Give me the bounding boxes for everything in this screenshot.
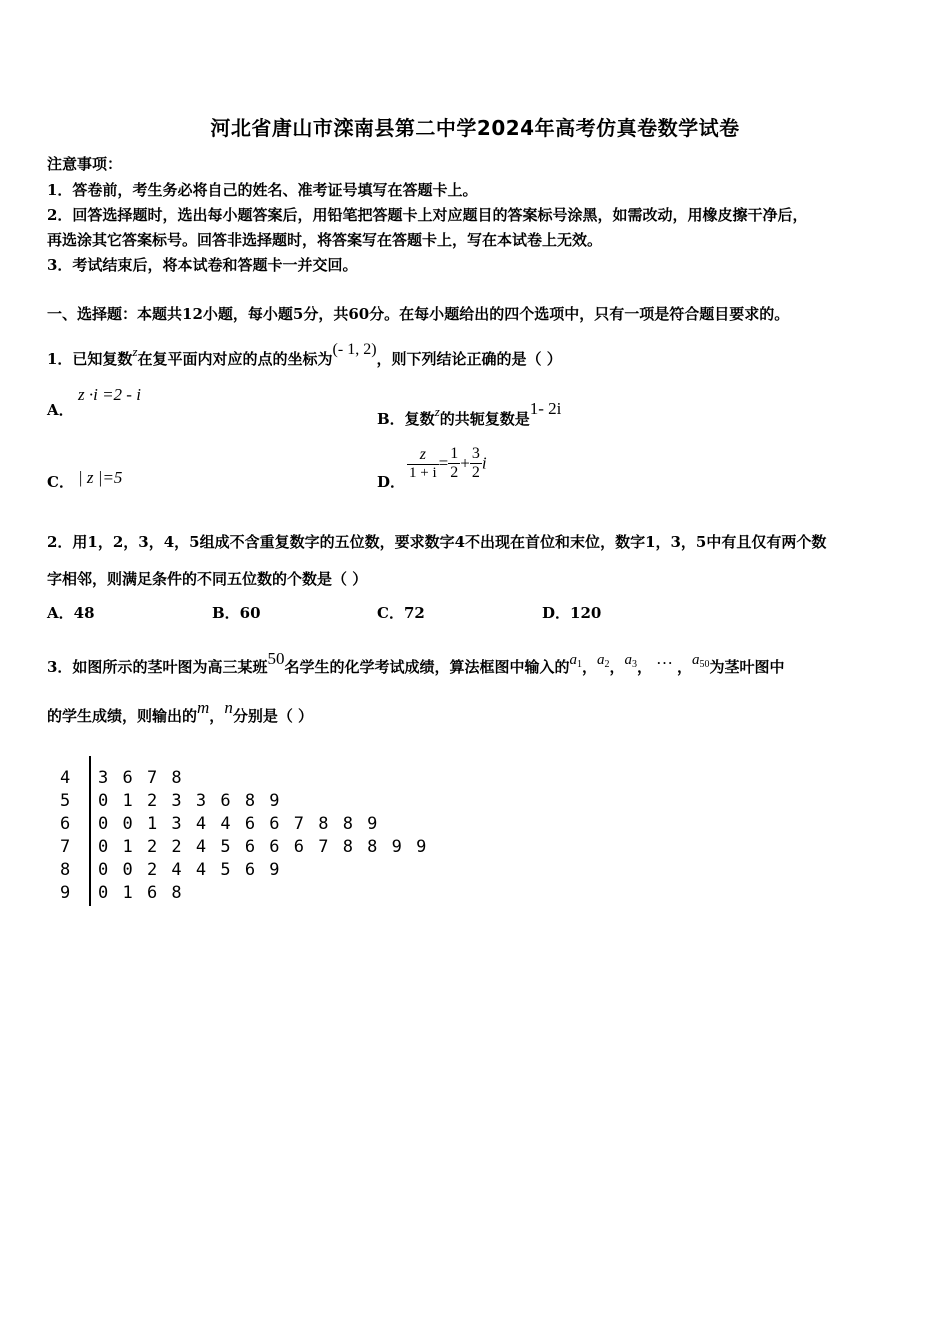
q2-option-b: B．60 <box>212 604 261 622</box>
q1-d-frac2-num: 1 <box>450 445 459 462</box>
leaves: 0 1 2 2 4 5 6 6 6 7 8 8 9 9 <box>98 837 429 857</box>
q3-text-part-3: 为茎叶图中 <box>709 658 785 676</box>
notice-item-3: 3．考试结束后，将本试卷和答题卡一并交回。 <box>47 256 358 274</box>
q3-line2-comma: ， <box>209 707 225 725</box>
q1-text-part-3: ，则下列结论正确的是（ ） <box>376 350 562 368</box>
q3-line2-part-2: 分别是（ ） <box>232 707 314 725</box>
question-2-line-1: 2．用1，2，3，4，5组成不含重复数字的五位数，要求数字4不出现在首位和末位，数字1，3，5中有且仅有两个数 <box>47 533 827 551</box>
q1-d-frac1-den: 1 + i <box>409 464 437 481</box>
question-1-stem <box>47 341 562 369</box>
q1-option-b <box>377 399 561 429</box>
q3-comma-4: ， <box>677 658 693 676</box>
q3-ellipsis: … <box>656 649 674 668</box>
q1-option-c-math: | z |=5 <box>78 468 123 487</box>
q1-text-part-2: 在复平面内对应的点的坐标为 <box>137 350 333 368</box>
q1-option-b-var: z <box>434 404 440 419</box>
q3-var-n: n <box>224 698 233 717</box>
q2-option-d: D．120 <box>542 604 602 622</box>
q1-option-d-math <box>407 445 487 482</box>
q3-comma-2: ， <box>609 658 625 676</box>
q1-d-fraction-2 <box>448 445 460 482</box>
question-3-line-1 <box>47 649 785 677</box>
q1-option-c-label: C． <box>47 473 74 491</box>
stem: 9 <box>60 883 71 903</box>
q3-text-part-1: 3．如图所示的茎叶图为高三某班 <box>47 658 268 676</box>
q3-count-50: 50 <box>267 649 285 668</box>
q3-line2-part-1: 的学生成绩，则输出的 <box>47 707 198 725</box>
q3-a1: $a_1$ <box>569 652 582 670</box>
q1-option-b-label: B．复数 <box>377 410 435 428</box>
stem: 6 <box>60 814 71 834</box>
section-heading: 一、选择题：本题共12小题，每小题5分，共60分。在每小题给出的四个选项中，只有一项是符合题目要求的。 <box>47 305 790 323</box>
q3-text-part-2: 名学生的化学考试成绩，算法框图中输入的 <box>284 658 570 676</box>
q1-d-frac2-den: 2 <box>450 464 459 481</box>
leaves: 0 1 6 8 <box>98 883 184 903</box>
q2-option-c: C．72 <box>377 604 425 622</box>
q1-option-b-math: 1- 2i <box>529 399 562 418</box>
q1-d-fraction-3 <box>470 445 482 482</box>
q3-a50: $a_{50}$ <box>692 652 710 670</box>
stem: 8 <box>60 860 71 880</box>
q1-d-fraction-1 <box>407 446 439 482</box>
q1-d-plus: + <box>460 453 470 473</box>
q1-option-a-label: A． <box>47 401 74 419</box>
q1-option-b-text: 的共轭复数是 <box>439 410 530 428</box>
q3-comma-1: ， <box>581 658 597 676</box>
question-2-line-2: 字相邻，则满足条件的不同五位数的个数是（ ） <box>47 570 368 588</box>
stem: 5 <box>60 791 71 811</box>
q1-d-imag-unit: i <box>481 453 487 473</box>
q1-option-d-label: D． <box>377 473 406 491</box>
page-title: 河北省唐山市滦南县第二中学2024年高考仿真卷数学试卷 <box>210 116 740 140</box>
q1-d-frac1-num: z <box>419 445 426 463</box>
q1-d-frac3-num: 3 <box>471 445 480 462</box>
leaves: 0 0 2 4 4 5 6 9 <box>98 860 282 880</box>
notice-item-2-line-2: 再选涂其它答案标号。回答非选择题时，将答案写在答题卡上，写在本试卷上无效。 <box>47 231 603 249</box>
q2-option-a: A．48 <box>47 604 95 622</box>
leaves: 0 1 2 3 3 6 8 9 <box>98 791 282 811</box>
q3-var-m: m <box>197 698 210 717</box>
q3-a3: $a_3$ <box>624 652 637 670</box>
q3-a2: $a_2$ <box>596 652 610 670</box>
q1-text-part-1: 1．已知复数 <box>47 350 133 368</box>
q1-coordinate: (- 1, 2) <box>332 341 377 358</box>
notice-item-1: 1．答卷前，考生务必将自己的姓名、准考证号填写在答题卡上。 <box>47 181 478 199</box>
stem: 7 <box>60 837 71 857</box>
leaves: 0 0 1 3 4 4 6 6 7 8 8 9 <box>98 814 380 834</box>
q1-d-equals: = <box>438 453 449 473</box>
q1-option-a-math: z ·i =2 - i <box>78 385 141 404</box>
q1-var-z: z <box>132 344 138 359</box>
stem-leaf-divider <box>89 756 91 906</box>
question-3-line-2 <box>47 698 313 726</box>
q3-comma-3: ， <box>637 658 653 676</box>
stem: 4 <box>60 768 71 788</box>
leaves: 3 6 7 8 <box>98 768 184 788</box>
q1-d-frac3-den: 2 <box>471 464 480 481</box>
notice-heading: 注意事项： <box>47 155 123 173</box>
notice-item-2-line-1: 2．回答选择题时，选出每小题答案后，用铅笔把答题卡上对应题目的答案标号涂黑，如需改动，用橡皮擦干净后， <box>47 206 808 224</box>
